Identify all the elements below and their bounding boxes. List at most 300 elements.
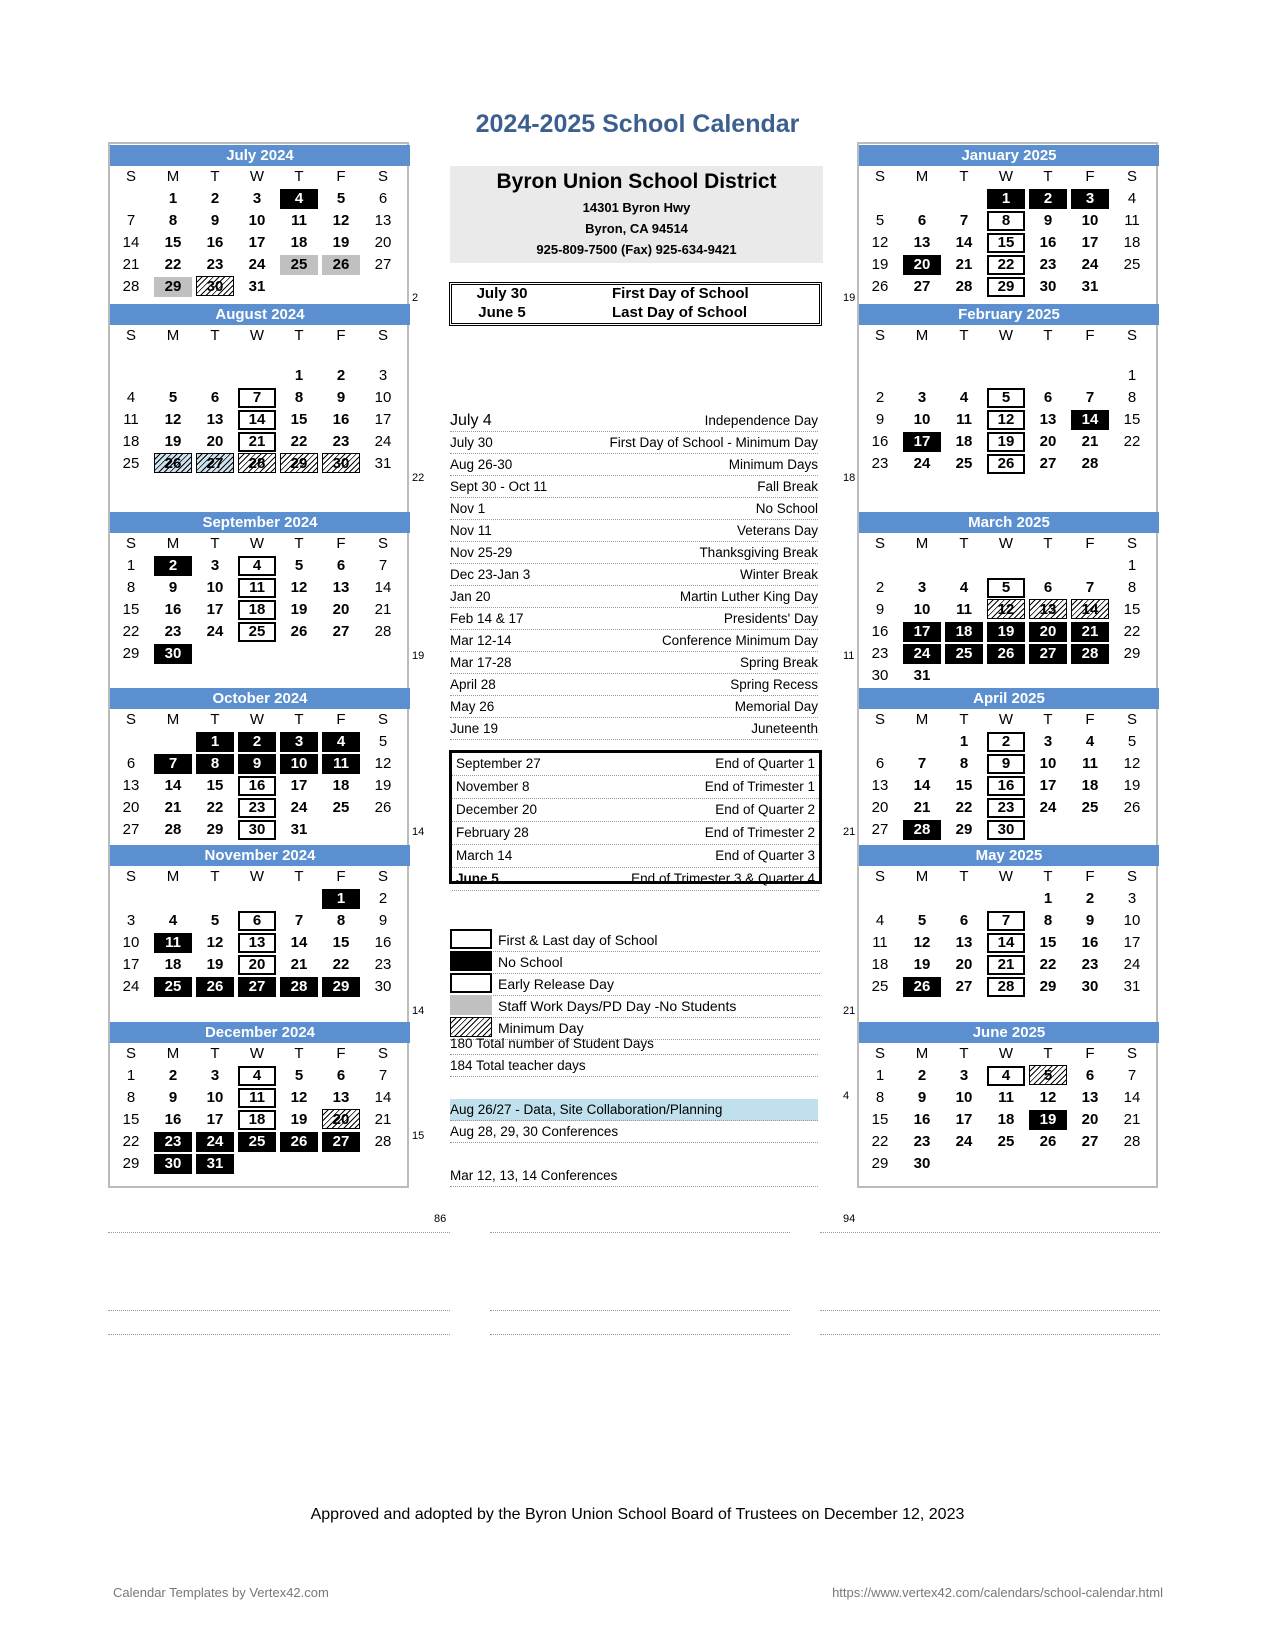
week-row bbox=[859, 1131, 1159, 1153]
day-cell bbox=[985, 188, 1027, 210]
day-cell bbox=[320, 932, 362, 954]
day-number: 30 bbox=[374, 978, 392, 995]
day-number: 23 bbox=[238, 798, 276, 818]
day-cell bbox=[194, 1087, 236, 1109]
day-cell bbox=[1111, 976, 1153, 998]
key-date: July 30 bbox=[476, 285, 528, 302]
day-number: 24 bbox=[374, 433, 392, 450]
day-number: 2 bbox=[378, 890, 388, 907]
weekday-label: F bbox=[336, 1045, 346, 1062]
weekday-label: M bbox=[166, 711, 180, 728]
month-header: July 2024 bbox=[110, 145, 410, 166]
week-row bbox=[859, 976, 1159, 998]
day-cell bbox=[194, 976, 236, 998]
empty-cell bbox=[1069, 555, 1111, 577]
day-cell bbox=[1069, 1087, 1111, 1109]
day-number: 1 bbox=[126, 557, 136, 574]
day-number: 13 bbox=[332, 1089, 350, 1106]
legend-label: No School bbox=[498, 954, 563, 970]
week-row bbox=[859, 254, 1159, 276]
footer-url[interactable]: https://www.vertex42.com/calendars/school-calendar.html bbox=[832, 1585, 1163, 1600]
day-cell bbox=[1069, 210, 1111, 232]
day-number: 14 bbox=[122, 234, 140, 251]
event-date: Feb 14 & 17 bbox=[450, 611, 524, 626]
day-number: 12 bbox=[913, 934, 931, 951]
day-cell bbox=[236, 621, 278, 643]
day-cell bbox=[1069, 599, 1111, 621]
day-number: 15 bbox=[332, 934, 350, 951]
day-cell bbox=[362, 954, 404, 976]
empty-cell bbox=[1069, 665, 1111, 687]
day-cell bbox=[278, 1109, 320, 1131]
day-cell bbox=[859, 643, 901, 665]
day-cell bbox=[278, 555, 320, 577]
day-cell bbox=[901, 1065, 943, 1087]
day-number: 25 bbox=[280, 255, 318, 275]
day-cell bbox=[362, 1087, 404, 1109]
day-cell bbox=[362, 254, 404, 276]
day-cell bbox=[1027, 910, 1069, 932]
quarter-date: September 27 bbox=[456, 756, 541, 771]
week-row bbox=[110, 276, 410, 298]
day-number: 30 bbox=[196, 276, 234, 296]
day-number: 10 bbox=[248, 212, 266, 229]
day-number: 17 bbox=[903, 432, 941, 452]
week-row bbox=[859, 555, 1159, 577]
day-cell bbox=[278, 797, 320, 819]
day-number: 3 bbox=[210, 1067, 220, 1084]
day-cell bbox=[320, 254, 362, 276]
day-cell bbox=[1069, 775, 1111, 797]
day-cell bbox=[901, 753, 943, 775]
quarter-label: End of Trimester 1 bbox=[704, 779, 815, 794]
day-number: 18 bbox=[1081, 777, 1099, 794]
day-number: 24 bbox=[903, 644, 941, 664]
day-cell bbox=[194, 819, 236, 841]
day-number: 14 bbox=[1123, 1089, 1141, 1106]
day-cell bbox=[320, 577, 362, 599]
day-number bbox=[322, 643, 360, 663]
day-cell bbox=[152, 210, 194, 232]
day-number: 21 bbox=[122, 256, 140, 273]
day-number: 10 bbox=[374, 389, 392, 406]
day-cell bbox=[1111, 365, 1153, 387]
day-number: 19 bbox=[871, 256, 889, 273]
empty-cell bbox=[1111, 1153, 1153, 1175]
quarter-row bbox=[452, 776, 819, 799]
day-number: 26 bbox=[987, 644, 1025, 664]
day-cell bbox=[278, 254, 320, 276]
day-cell bbox=[194, 753, 236, 775]
empty-cell bbox=[194, 888, 236, 910]
week-row bbox=[110, 453, 410, 475]
day-cell bbox=[985, 431, 1027, 453]
day-cell bbox=[236, 753, 278, 775]
day-cell bbox=[320, 775, 362, 797]
day-cell bbox=[1027, 188, 1069, 210]
day-number: 29 bbox=[122, 645, 140, 662]
month-day-count: 2 bbox=[412, 292, 419, 304]
day-number: 8 bbox=[126, 1089, 136, 1106]
week-row bbox=[859, 954, 1159, 976]
day-number: 13 bbox=[206, 411, 224, 428]
day-number: 9 bbox=[238, 754, 276, 774]
day-number: 2 bbox=[238, 732, 276, 752]
day-number: 11 bbox=[956, 411, 972, 428]
footer-credit: Calendar Templates by Vertex42.com bbox=[113, 1585, 329, 1600]
weekday-label: S bbox=[125, 711, 136, 728]
day-cell bbox=[1069, 1109, 1111, 1131]
day-cell bbox=[236, 1131, 278, 1153]
event-date: Dec 23-Jan 3 bbox=[450, 567, 531, 582]
week-row bbox=[110, 1087, 410, 1109]
day-number: 14 bbox=[238, 410, 276, 430]
weekday-label: W bbox=[998, 535, 1014, 552]
day-cell bbox=[985, 731, 1027, 753]
day-number: 15 bbox=[1123, 411, 1141, 428]
day-cell bbox=[362, 232, 404, 254]
day-cell bbox=[1111, 888, 1153, 910]
day-number bbox=[987, 665, 1025, 685]
day-cell bbox=[1027, 1131, 1069, 1153]
weekday-label: S bbox=[874, 535, 885, 552]
day-number bbox=[1113, 276, 1151, 296]
week-row bbox=[110, 1109, 410, 1131]
day-number: 3 bbox=[210, 557, 220, 574]
day-cell bbox=[236, 210, 278, 232]
day-number: 29 bbox=[322, 977, 360, 997]
day-cell bbox=[1111, 555, 1153, 577]
day-cell bbox=[236, 387, 278, 409]
day-cell bbox=[985, 577, 1027, 599]
day-number: 27 bbox=[322, 1132, 360, 1152]
day-cell bbox=[236, 775, 278, 797]
week-row bbox=[110, 232, 410, 254]
day-cell bbox=[320, 210, 362, 232]
day-cell bbox=[320, 888, 362, 910]
day-cell bbox=[859, 1109, 901, 1131]
day-cell bbox=[943, 276, 985, 298]
day-cell bbox=[901, 387, 943, 409]
empty-cell bbox=[1069, 819, 1111, 841]
day-cell bbox=[110, 643, 152, 665]
empty-cell bbox=[901, 888, 943, 910]
day-cell bbox=[985, 232, 1027, 254]
day-cell bbox=[278, 1087, 320, 1109]
weekday-label: S bbox=[874, 327, 885, 344]
empty-cell bbox=[985, 365, 1027, 387]
day-number: 25 bbox=[1081, 799, 1099, 816]
empty-cell bbox=[278, 276, 320, 298]
weekday-label: S bbox=[1126, 327, 1137, 344]
day-number: 19 bbox=[1123, 777, 1141, 794]
day-cell bbox=[1027, 775, 1069, 797]
weekday-label: M bbox=[915, 168, 929, 185]
day-cell bbox=[985, 954, 1027, 976]
weekday-label: T bbox=[210, 711, 220, 728]
day-cell bbox=[236, 731, 278, 753]
weekday-label: T bbox=[210, 327, 220, 344]
day-cell bbox=[194, 232, 236, 254]
day-cell bbox=[943, 387, 985, 409]
day-cell bbox=[901, 409, 943, 431]
day-number: 30 bbox=[1039, 278, 1057, 295]
day-number: 2 bbox=[917, 1067, 927, 1084]
day-number: 1 bbox=[875, 1067, 885, 1084]
day-cell bbox=[278, 409, 320, 431]
day-number bbox=[1071, 1153, 1109, 1173]
day-cell bbox=[1069, 1131, 1111, 1153]
day-cell bbox=[110, 210, 152, 232]
weekday-header bbox=[110, 1043, 410, 1065]
weekday-label: W bbox=[998, 168, 1014, 185]
day-cell bbox=[1027, 1065, 1069, 1087]
day-cell bbox=[859, 453, 901, 475]
empty-cell bbox=[194, 643, 236, 665]
day-number: 4 bbox=[987, 1066, 1025, 1086]
event-date: May 26 bbox=[450, 699, 495, 714]
day-number: 30 bbox=[322, 453, 360, 473]
event-row bbox=[450, 520, 818, 542]
day-cell bbox=[194, 731, 236, 753]
weekday-label: S bbox=[125, 535, 136, 552]
event-row bbox=[450, 608, 818, 630]
weekday-label: M bbox=[915, 535, 929, 552]
day-number: 20 bbox=[322, 1109, 360, 1129]
empty-cell bbox=[985, 888, 1027, 910]
day-number bbox=[238, 365, 276, 385]
day-cell bbox=[859, 254, 901, 276]
month-header: January 2025 bbox=[859, 145, 1159, 166]
day-cell bbox=[194, 1109, 236, 1131]
month-header: September 2024 bbox=[110, 512, 410, 533]
weekday-label: S bbox=[874, 868, 885, 885]
day-number bbox=[987, 555, 1025, 575]
district-address: 14301 Byron Hwy bbox=[582, 200, 691, 215]
weekday-header bbox=[110, 709, 410, 731]
day-number: 6 bbox=[1043, 389, 1053, 406]
event-row bbox=[450, 498, 818, 520]
day-number: 15 bbox=[871, 1111, 889, 1128]
day-number: 16 bbox=[164, 1111, 182, 1128]
day-cell bbox=[943, 753, 985, 775]
day-number: 27 bbox=[913, 278, 931, 295]
day-number: 16 bbox=[238, 776, 276, 796]
day-cell bbox=[152, 753, 194, 775]
week-row bbox=[859, 819, 1159, 841]
day-number: 26 bbox=[374, 799, 392, 816]
day-number: 18 bbox=[1123, 234, 1141, 251]
day-number: 26 bbox=[903, 977, 941, 997]
month-january-2025 bbox=[859, 145, 1159, 298]
day-number: 1 bbox=[1127, 557, 1137, 574]
quarter-row bbox=[452, 822, 819, 845]
weekday-label: S bbox=[1126, 535, 1137, 552]
day-number: 19 bbox=[290, 1111, 308, 1128]
day-cell bbox=[1069, 409, 1111, 431]
district-info bbox=[450, 166, 823, 263]
week-row bbox=[859, 665, 1159, 687]
weekday-label: S bbox=[1126, 711, 1137, 728]
empty-cell bbox=[152, 365, 194, 387]
day-cell bbox=[194, 954, 236, 976]
day-number: 20 bbox=[1039, 433, 1057, 450]
day-cell bbox=[859, 1131, 901, 1153]
empty-cell bbox=[985, 555, 1027, 577]
day-number: 9 bbox=[210, 212, 220, 229]
day-number bbox=[280, 276, 318, 296]
empty-cell bbox=[320, 276, 362, 298]
day-number: 28 bbox=[1071, 644, 1109, 664]
key-date-label: First Day of School bbox=[612, 285, 749, 302]
day-number: 1 bbox=[168, 190, 178, 207]
empty-cell bbox=[943, 1153, 985, 1175]
day-number: 28 bbox=[955, 278, 973, 295]
day-cell bbox=[1069, 932, 1111, 954]
day-cell bbox=[362, 188, 404, 210]
district-city: Byron, CA 94514 bbox=[585, 221, 688, 236]
day-cell bbox=[236, 276, 278, 298]
day-cell bbox=[278, 1131, 320, 1153]
day-number bbox=[1029, 819, 1067, 839]
weekday-header bbox=[859, 709, 1159, 731]
district-phone: 925-809-7500 (Fax) 925-634-9421 bbox=[536, 242, 737, 257]
day-cell bbox=[362, 621, 404, 643]
day-number: 25 bbox=[122, 455, 140, 472]
day-cell bbox=[943, 775, 985, 797]
day-cell bbox=[194, 387, 236, 409]
day-number: 9 bbox=[336, 389, 346, 406]
weekday-label: M bbox=[166, 868, 180, 885]
day-number: 2 bbox=[336, 367, 346, 384]
day-number: 9 bbox=[917, 1089, 927, 1106]
day-number: 19 bbox=[374, 777, 392, 794]
day-cell bbox=[152, 643, 194, 665]
day-number: 5 bbox=[1127, 733, 1137, 750]
quarter-label: End of Quarter 1 bbox=[715, 756, 815, 771]
day-cell bbox=[152, 387, 194, 409]
day-number: 11 bbox=[872, 934, 888, 951]
day-cell bbox=[1027, 621, 1069, 643]
weekday-label: T bbox=[210, 535, 220, 552]
key-date-label: Last Day of School bbox=[612, 304, 748, 321]
day-cell bbox=[1027, 276, 1069, 298]
weekday-label: S bbox=[1126, 168, 1137, 185]
day-cell bbox=[985, 932, 1027, 954]
day-number: 19 bbox=[290, 601, 308, 618]
day-cell bbox=[194, 276, 236, 298]
empty-cell bbox=[110, 365, 152, 387]
day-number: 12 bbox=[206, 934, 224, 951]
day-number bbox=[280, 888, 318, 908]
day-number: 11 bbox=[238, 1088, 276, 1108]
day-cell bbox=[278, 621, 320, 643]
day-cell bbox=[859, 819, 901, 841]
day-cell bbox=[320, 910, 362, 932]
day-cell bbox=[110, 976, 152, 998]
day-number: 13 bbox=[913, 234, 931, 251]
event-label: Conference Minimum Day bbox=[661, 633, 818, 648]
day-number: 14 bbox=[955, 234, 973, 251]
event-date: Mar 12-14 bbox=[450, 633, 512, 648]
weekday-label: T bbox=[959, 868, 969, 885]
day-number: 6 bbox=[1043, 579, 1053, 596]
day-number: 8 bbox=[875, 1089, 885, 1106]
day-number: 4 bbox=[238, 556, 276, 576]
day-number: 4 bbox=[1127, 190, 1137, 207]
day-number: 13 bbox=[1081, 1089, 1099, 1106]
empty-cell bbox=[320, 1153, 362, 1175]
day-number: 20 bbox=[955, 956, 973, 973]
day-number: 22 bbox=[332, 956, 350, 973]
day-cell bbox=[110, 254, 152, 276]
weekday-label: S bbox=[874, 168, 885, 185]
day-cell bbox=[901, 232, 943, 254]
day-number: 20 bbox=[1081, 1111, 1099, 1128]
day-cell bbox=[943, 1087, 985, 1109]
weekday-label: T bbox=[1043, 327, 1053, 344]
day-number: 29 bbox=[206, 821, 224, 838]
weekday-label: T bbox=[294, 168, 304, 185]
day-cell bbox=[901, 1087, 943, 1109]
note-conferences-mar: Mar 12, 13, 14 Conferences bbox=[450, 1165, 818, 1187]
day-number: 9 bbox=[168, 1089, 178, 1106]
weekday-label: F bbox=[1085, 535, 1095, 552]
weekday-label: W bbox=[249, 327, 265, 344]
quarter-date: March 14 bbox=[456, 848, 513, 863]
day-cell bbox=[194, 431, 236, 453]
day-cell bbox=[943, 731, 985, 753]
weekday-label: T bbox=[210, 168, 220, 185]
event-date: Aug 26-30 bbox=[450, 457, 513, 472]
day-number: 15 bbox=[1039, 934, 1057, 951]
day-number: 28 bbox=[1081, 455, 1099, 472]
day-cell bbox=[320, 1131, 362, 1153]
day-number: 23 bbox=[1039, 256, 1057, 273]
day-cell bbox=[901, 665, 943, 687]
day-cell bbox=[985, 1087, 1027, 1109]
day-cell bbox=[278, 910, 320, 932]
day-cell bbox=[859, 577, 901, 599]
day-number: 27 bbox=[374, 256, 392, 273]
quarters-box bbox=[449, 750, 822, 884]
day-number bbox=[987, 1153, 1025, 1173]
event-label: Minimum Days bbox=[728, 457, 818, 472]
day-number: 15 bbox=[290, 411, 308, 428]
month-day-count: 21 bbox=[843, 826, 856, 838]
day-cell bbox=[152, 453, 194, 475]
day-cell bbox=[859, 621, 901, 643]
day-number bbox=[1029, 365, 1067, 385]
event-row bbox=[450, 696, 818, 718]
empty-cell bbox=[1027, 365, 1069, 387]
day-cell bbox=[985, 453, 1027, 475]
month-day-count: 21 bbox=[843, 1005, 856, 1017]
day-cell bbox=[901, 1109, 943, 1131]
day-cell bbox=[278, 753, 320, 775]
weekday-label: T bbox=[210, 1045, 220, 1062]
week-row bbox=[110, 775, 410, 797]
day-cell bbox=[152, 910, 194, 932]
day-cell bbox=[362, 932, 404, 954]
day-number: 7 bbox=[987, 911, 1025, 931]
day-number bbox=[1113, 665, 1151, 685]
day-cell bbox=[901, 819, 943, 841]
day-cell bbox=[859, 932, 901, 954]
month-december-2024 bbox=[110, 1022, 410, 1175]
day-number bbox=[1071, 365, 1109, 385]
day-number: 5 bbox=[987, 388, 1025, 408]
